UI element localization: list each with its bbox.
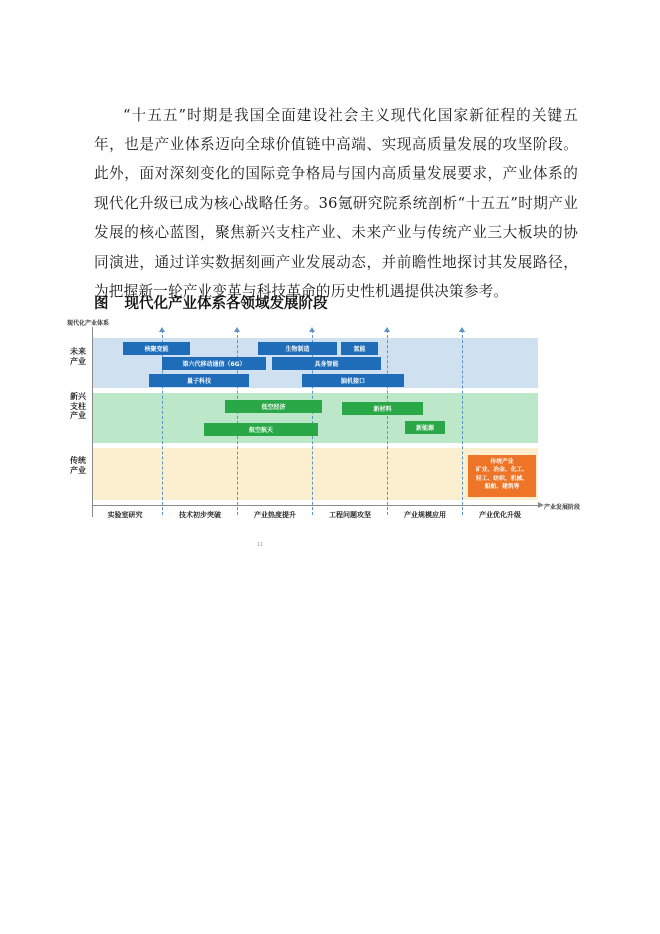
figure-label: 图	[94, 295, 109, 312]
stage-label-engineering: 工程问题攻坚	[329, 511, 371, 519]
bar-nuclear-fusion: 核聚变能	[123, 342, 190, 355]
stage-divider-arrow-2	[234, 327, 240, 332]
stage-label-lab-research: 实验室研究	[107, 511, 143, 519]
bar-quantum: 量子科技	[149, 374, 249, 387]
traditional-box-line-3: 轻工、纺织、机械、	[475, 475, 529, 482]
bar-6g: 第六代移动通信（6G）	[162, 357, 266, 370]
stage-divider-5	[462, 330, 463, 515]
x-axis	[92, 505, 540, 506]
figure-title-text: 现代化产业体系各领域发展阶段	[124, 295, 328, 312]
row-label-emerging: 新兴支柱产业	[70, 392, 86, 420]
stage-divider-arrow-4	[384, 327, 390, 332]
x-axis-title: 产业发展阶段	[544, 504, 581, 511]
traditional-industries-box	[468, 455, 536, 497]
page-number: 11	[257, 542, 264, 548]
y-axis	[92, 327, 93, 517]
bar-low-altitude: 低空经济	[225, 400, 322, 413]
stage-label-initial-breakthrough: 技术初步突破	[179, 511, 221, 519]
traditional-box-line-4: 船舶、建筑等	[484, 484, 520, 491]
stage-label-scale-application: 产业规模应用	[404, 511, 446, 519]
bar-new-materials: 新材料	[342, 402, 423, 415]
bar-bci: 脑机接口	[302, 374, 404, 387]
bar-aerospace: 航空航天	[204, 423, 318, 436]
stage-divider-arrow-5	[459, 327, 465, 332]
row-label-future: 未来产业	[70, 347, 86, 366]
bar-embodied-ai: 具身智能	[272, 357, 381, 370]
stage-divider-arrow-3	[309, 327, 315, 332]
bar-bio-manufacturing: 生物制造	[258, 342, 337, 355]
bar-hydrogen: 氢能	[341, 342, 378, 355]
stage-label-optimization: 产业优化升级	[479, 511, 521, 519]
y-axis-title: 现代化产业体系	[67, 320, 110, 327]
figure-title	[94, 292, 328, 313]
stage-divider-4	[387, 330, 388, 515]
stage-divider-arrow-1	[159, 327, 165, 332]
intro-paragraph: “十五五”时期是我国全面建设社会主义现代化国家新征程的关键五年，也是产业体系迈向全球价值链中高端、实现高质量发展的攻坚阶段。此外，面对深刻变化的国际竞争格局与国内高质量发展要求，产业体系的现代化升级已成为核心战略任务。36氪研究院系统剖析“十五五”时期产业发展的核心蓝图，聚焦新兴支柱产业、未来产业与传统产业三大板块的协同演进，通过详实数据刻画产业发展动态，并前瞻性地探讨其发展路径，为把握新一轮产业变革与科技革命的历史性机遇提供决策参考。	[94, 106, 578, 301]
bar-new-energy: 新能源	[405, 421, 445, 434]
traditional-box-title: 传统产业	[490, 459, 514, 465]
traditional-box-line-2: 矿业、冶金、化工、	[475, 467, 529, 474]
stage-label-heat-rising: 产业热度提升	[254, 511, 296, 519]
row-label-traditional: 传统产业	[70, 456, 86, 475]
